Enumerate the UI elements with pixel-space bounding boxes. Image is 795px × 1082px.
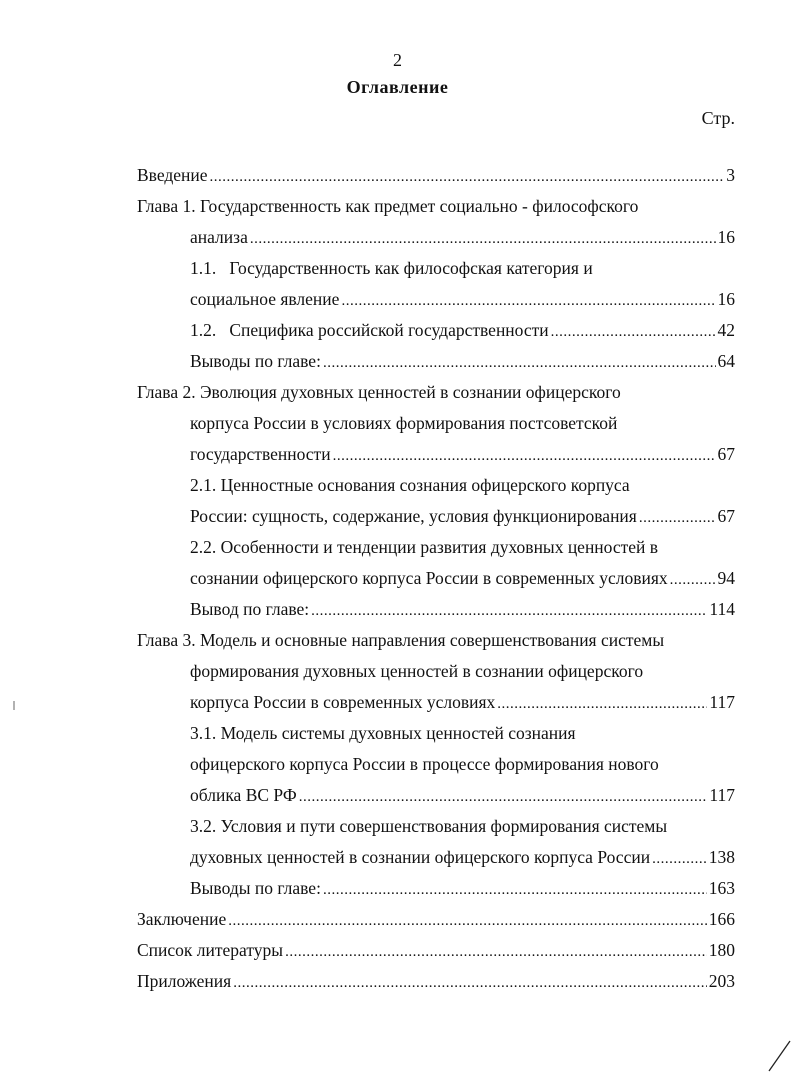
- toc-section-3-2[interactable]: [190, 811, 735, 841]
- toc-chapter-2-heading[interactable]: [137, 377, 735, 407]
- toc-entry-text: Список литературы: [137, 940, 284, 960]
- toc-entry-text: офицерского корпуса России в процессе формирования нового: [190, 754, 659, 774]
- toc-entry-page: 117: [709, 785, 735, 805]
- scan-speck-mark: [12, 700, 16, 712]
- toc-chapter-1-heading-end[interactable]: [190, 222, 735, 252]
- dot-leader: [250, 224, 716, 254]
- toc-entry-page: 163: [708, 878, 735, 898]
- toc-entry-page: 64: [717, 351, 735, 371]
- toc-entry-text: корпуса России в современных условиях: [190, 692, 496, 712]
- toc-entry-page: 16: [717, 227, 735, 247]
- dot-leader: [497, 689, 707, 719]
- toc-entry-page: 166: [708, 909, 735, 929]
- page-title: Оглавление: [346, 77, 449, 97]
- toc-chapter-3-heading[interactable]: [137, 625, 735, 655]
- toc-section-2-1[interactable]: [190, 470, 735, 500]
- toc-entry-page: 138: [708, 847, 735, 867]
- toc-section-2-1-end[interactable]: [190, 501, 735, 531]
- dot-leader: [299, 782, 708, 812]
- toc-entry-text: государственности: [190, 444, 331, 464]
- toc-section-2-2[interactable]: [190, 532, 735, 562]
- toc-entry-text: 3.1. Модель системы духовных ценностей сознания: [190, 723, 576, 743]
- toc-chapter-3-heading-end[interactable]: [190, 687, 735, 717]
- toc-chapter-1-conclusion[interactable]: [190, 346, 735, 376]
- toc-chapter-3-conclusion[interactable]: [190, 873, 735, 903]
- page-column-label: Стр.: [701, 108, 735, 128]
- toc-section-3-1-cont[interactable]: [190, 749, 735, 779]
- toc-chapter-2-heading-end[interactable]: [190, 439, 735, 469]
- toc-entry-text: Приложения: [137, 971, 232, 991]
- dot-leader: [670, 565, 716, 595]
- toc-entry-text: корпуса России в условиях формирования постсоветской: [190, 413, 618, 433]
- pen-stroke-mark: [765, 1035, 793, 1075]
- dot-leader: [341, 286, 715, 316]
- dot-leader: [551, 317, 716, 347]
- toc-entry-page: 180: [708, 940, 735, 960]
- toc-entry-intro[interactable]: [137, 160, 735, 190]
- toc-section-3-2-end[interactable]: [190, 842, 735, 872]
- toc-entry-text: анализа: [190, 227, 248, 247]
- toc-entry-text: Глава 3. Модель и основные направления совершенствования системы: [137, 630, 665, 650]
- toc-entry-text: 3.2. Условия и пути совершенствования формирования системы: [190, 816, 668, 836]
- toc-entry-text: Выводы по главе:: [190, 878, 321, 898]
- dot-leader: [333, 441, 716, 471]
- toc-entry-text: Введение: [137, 165, 208, 185]
- toc-entry-page: 42: [717, 320, 735, 340]
- toc-entry-text: формирования духовных ценностей в сознании офицерского: [190, 661, 644, 681]
- toc-section-3-1[interactable]: [190, 718, 735, 748]
- toc-entry-page: 16: [717, 289, 735, 309]
- toc-entry-references[interactable]: [137, 935, 735, 965]
- toc-entry-page: 117: [709, 692, 735, 712]
- toc-entry-text: 1.2. Специфика российской государственности: [190, 320, 549, 340]
- toc-entry-summary[interactable]: [137, 904, 735, 934]
- toc-entry-text: Глава 1. Государственность как предмет социально - философского: [137, 196, 639, 216]
- toc-entry-text: духовных ценностей в сознании офицерского корпуса России: [190, 847, 651, 867]
- toc-chapter-1-heading[interactable]: [137, 191, 735, 221]
- toc-entry-text: Заключение: [137, 909, 227, 929]
- dot-leader: [228, 906, 707, 936]
- toc-section-1-1-end[interactable]: [190, 284, 735, 314]
- dot-leader: [652, 844, 707, 874]
- toc-entry-text: 2.1. Ценностные основания сознания офицерского корпуса: [190, 475, 630, 495]
- dot-leader: [285, 937, 707, 967]
- toc-entry-page: 67: [717, 506, 735, 526]
- dot-leader: [323, 348, 716, 378]
- toc-entry-text: Выводы по главе:: [190, 351, 321, 371]
- toc-section-2-2-end[interactable]: [190, 563, 735, 593]
- toc-entry-text: сознании офицерского корпуса России в современных условиях: [190, 568, 668, 588]
- toc-chapter-2-conclusion[interactable]: [190, 594, 735, 624]
- toc-chapter-2-heading-cont[interactable]: [190, 408, 735, 438]
- toc-entry-page: 67: [717, 444, 735, 464]
- toc-section-3-1-end[interactable]: [190, 780, 735, 810]
- toc-entry-page: 94: [717, 568, 735, 588]
- toc-section-1-1[interactable]: [190, 253, 735, 283]
- page-number: 2: [393, 50, 402, 70]
- toc-chapter-3-heading-cont[interactable]: [190, 656, 735, 686]
- toc-entry-text: облика ВС РФ: [190, 785, 297, 805]
- toc-entry-text: социальное явление: [190, 289, 340, 309]
- toc-entry-text: 1.1. Государственность как философская категория и: [190, 258, 593, 278]
- toc-entry-text: Вывод по главе:: [190, 599, 310, 619]
- toc-entry-page: 203: [708, 971, 735, 991]
- dot-leader: [311, 596, 707, 626]
- toc-section-1-2[interactable]: [190, 315, 735, 345]
- toc-entry-text: России: сущность, содержание, условия функционирования: [190, 506, 637, 526]
- toc-entry-page: 114: [709, 599, 735, 619]
- dot-leader: [639, 503, 716, 533]
- toc-entry-page: 3: [726, 165, 735, 185]
- dot-leader: [233, 968, 707, 998]
- toc-entry-text: Глава 2. Эволюция духовных ценностей в сознании офицерского: [137, 382, 621, 402]
- dot-leader: [323, 875, 707, 905]
- dot-leader: [210, 162, 725, 192]
- toc-entry-text: 2.2. Особенности и тенденции развития духовных ценностей в: [190, 537, 659, 557]
- toc-entry-appendices[interactable]: [137, 966, 735, 996]
